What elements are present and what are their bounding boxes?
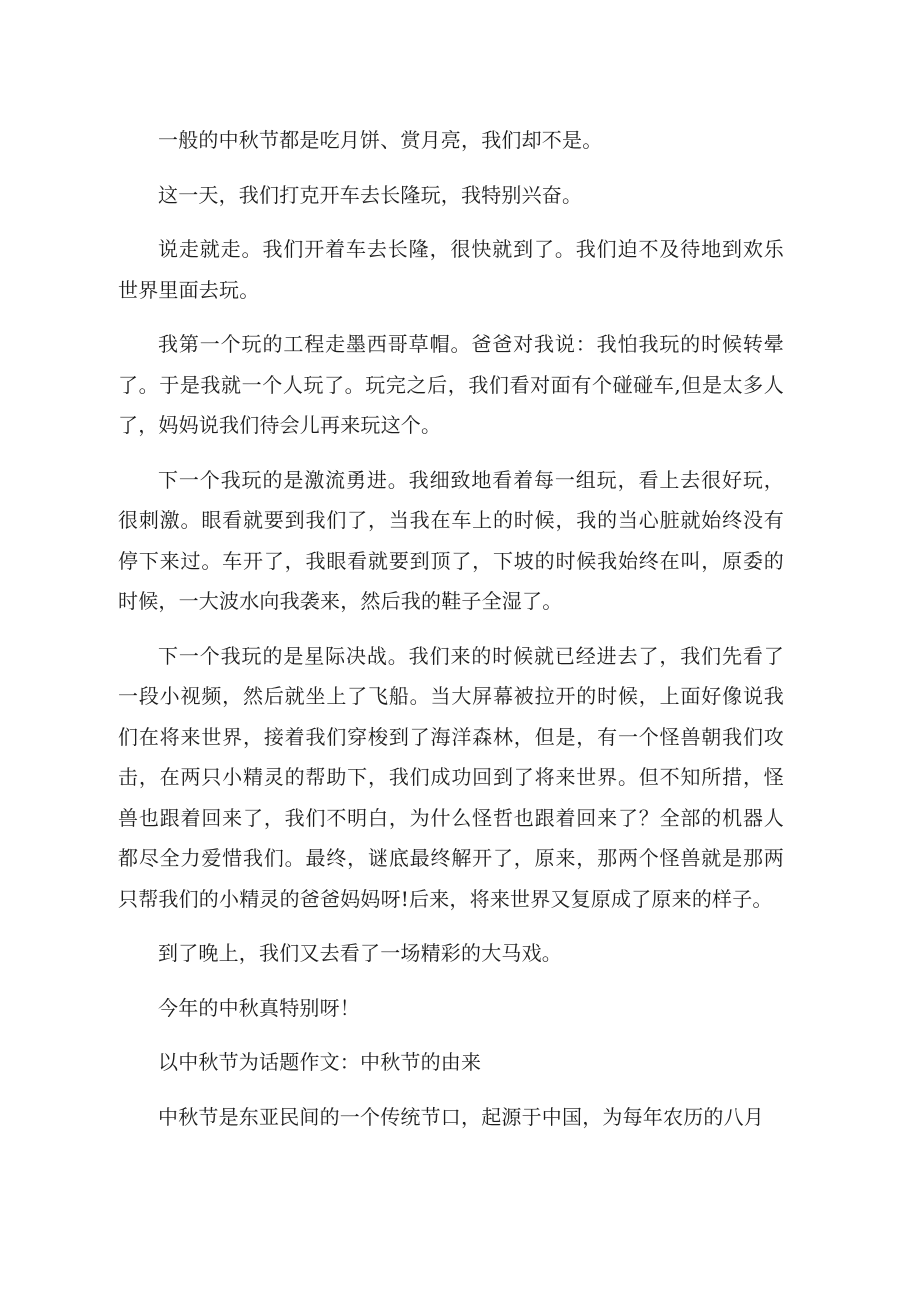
paragraph: 以中秋节为话题作文：中秋节的由来 <box>158 1050 482 1074</box>
paragraph: 下一个我玩的是星际决战。我们来的时候就已经进去了，我们先看了一段小视频，然后就坐上了飞船。当大屏幕被拉开的时候，上面好像说我们在将来世界，接着我们穿梭到了海洋森林，但是，有一个怪兽朝我们攻击，在两只小精灵的帮助下，我们成功回到了将来世界。但不知所措，怪兽也跟着回来了，我们不明白，为什么怪哲也跟着回来了？全部的机器人都尽全力爱惜我们。最终，谜底最终解开了，原来，那两个怪兽就是那两只帮我们的小精灵的爸爸妈妈呀!后来，将来世界又复原成了原来的样子。 <box>118 643 784 911</box>
paragraph: 说走就走。我们开着车去长隆，很快就到了。我们迫不及待地到欢乐世界里面去玩。 <box>118 237 784 302</box>
paragraph: 到了晚上，我们又去看了一场精彩的大马戏。 <box>158 941 562 965</box>
paragraph: 中秋节是东亚民间的一个传统节口，起源于中国，为每年农历的八月 <box>158 1104 764 1129</box>
document-body <box>118 120 784 1151</box>
paragraph: 下一个我玩的是激流勇进。我细致地看着每一组玩，看上去很好玩，很刺激。眼看就要到我们了，当我在车上的时候，我的当心脏就始终没有停下来过。车开了，我眼看就要到顶了，下坡的时候我始终在叫，原委的时候，一大波水向我袭来，然后我的鞋子全湿了。 <box>118 467 784 613</box>
paragraph: 这一天，我们打克开车去长隆玩，我特别兴奋。 <box>158 182 583 207</box>
paragraph: 今年的中秋真特别呀！ <box>158 995 360 1020</box>
paragraph: 一般的中秋节都是吃月饼、赏月亮，我们却不是。 <box>158 128 603 152</box>
paragraph: 我第一个玩的工程走墨西哥草帽。爸爸对我说：我怕我玩的时候转晕了。于是我就一个人玩了。玩完之后，我们看对面有个碰碰车,但是太多人了，妈妈说我们待会儿再来玩这个。 <box>118 332 784 437</box>
